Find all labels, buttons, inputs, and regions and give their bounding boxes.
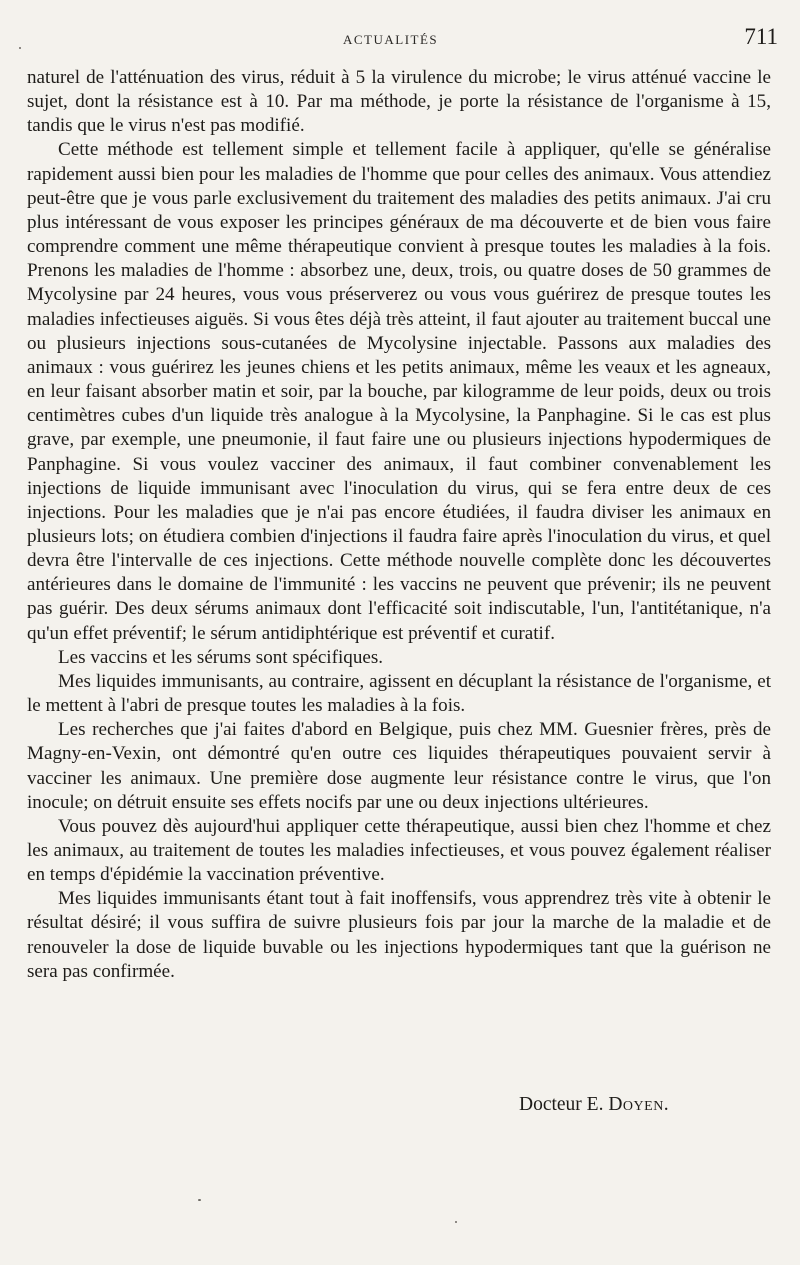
page-header: [0, 26, 800, 56]
print-speck: [19, 47, 21, 49]
paragraph-research: Les recherches que j'ai faites d'abord en Belgique, puis chez MM. Guesnier frères, près de Magny-en-Vexin, ont démontré qu'en outre ces liquides thérapeutiques pouvaient servir à vacciner les animaux. Une première dose augmente leur résistance contre le virus, que l'on inocule; on détruit ensuite ses effets nocifs par une ou deux injections ultérieures.: [27, 719, 771, 813]
print-speck: [198, 1199, 201, 1201]
paragraph-application: Vous pouvez dès aujourd'hui appliquer cette thérapeutique, aussi bien chez l'homme et chez les animaux, au traitement de toutes les maladies infectieuses, et vous pouvez également réaliser en temps d'épidémie la vaccination préventive.: [27, 815, 771, 886]
signature-name: Doyen.: [608, 1094, 670, 1115]
article-body: [27, 66, 771, 984]
paragraph-method: Cette méthode est tellement simple et tellement facile à appliquer, qu'elle se généralise rapidement aussi bien pour les maladies de l'homme que pour celles des animaux. Vous attendiez peut-être que je vous parle exclusivement du traitement des maladies des petits animaux. J'ai cru plus intéressant de vous exposer les principes généraux de ma découverte et de bien vous faire comprendre comment une même thérapeutique convient à presque toutes les maladies à la fois. Prenons les maladies de l'homme : absorbez une, deux, trois, ou quatre doses de 50 grammes de Mycolysine par 24 heures, vous vous préserverez ou vous vous guérirez de presque toutes les maladies infectieuses aiguës. Si vous êtes déjà très atteint, il faut ajouter au traitement buccal une ou plusieurs injections sous-cutanées de Mycolysine injectable. Passons aux maladies des animaux : vous guérirez les jeunes chiens et les petits animaux, même les veaux et les agneaux, en leur faisant absorber matin et soir, par la bouche, par kilogramme de leur poids, deux ou trois centimètres cubes d'un liquide très analogue à la Mycolysine, la Panphagine. Si le cas est plus grave, par exemple, une pneumonie, il faut faire une ou plusieurs injections hypodermiques de Panphagine. Si vous voulez vacciner des animaux, il faut combiner convenablement les injections de liquide immunisant avec l'inoculation du virus, qui se fera entre deux de ces injections. Pour les maladies que je n'ai pas encore étudiées, il faudra diviser les animaux en plusieurs lots; on étudiera combien d'injections il faudra faire après l'inoculation du virus, et quel devra être l'intervalle de ces injections. Cette méthode nouvelle complète donc les découvertes antérieures dans le domaine de l'immunité : les vaccins ne peuvent que prévenir; ils ne peuvent pas guérir. Des deux sérums animaux dont l'efficacité soit indiscutable, l'un, l'antitétanique, n'a qu'un effet préventif; le sérum antidiphtérique est préventif et curatif.: [27, 139, 771, 644]
print-speck: [455, 1221, 457, 1223]
paragraph-liquids: Mes liquides immunisants, au contraire, agissent en décuplant la résistance de l'organisme, et le mettent à l'abri de presque toutes les maladies à la fois.: [27, 670, 771, 717]
page-number: 711: [744, 24, 778, 49]
author-signature: [519, 1094, 669, 1116]
paragraph-conclusion: Mes liquides immunisants étant tout à fait inoffensifs, vous apprendrez très vite à obtenir le résultat désiré; il vous suffira de suivre plusieurs fois par jour la marche de la maladie et de renouveler la dose de liquide buvable ou les injections hypodermiques tant que la guérison ne sera pas confirmée.: [27, 888, 771, 982]
signature-title: Docteur E.: [519, 1094, 604, 1115]
running-title: ACTUALITÉS: [343, 32, 439, 47]
paragraph-specific: Les vaccins et les sérums sont spécifiques.: [58, 646, 384, 668]
paragraph-continuation: naturel de l'atténuation des virus, réduit à 5 la virulence du microbe; le virus atténué vaccine le sujet, dont la résistance est à 10. Par ma méthode, je porte la résistance de l'organisme à 15, tandis que le virus n'est pas modifié.: [27, 67, 771, 137]
